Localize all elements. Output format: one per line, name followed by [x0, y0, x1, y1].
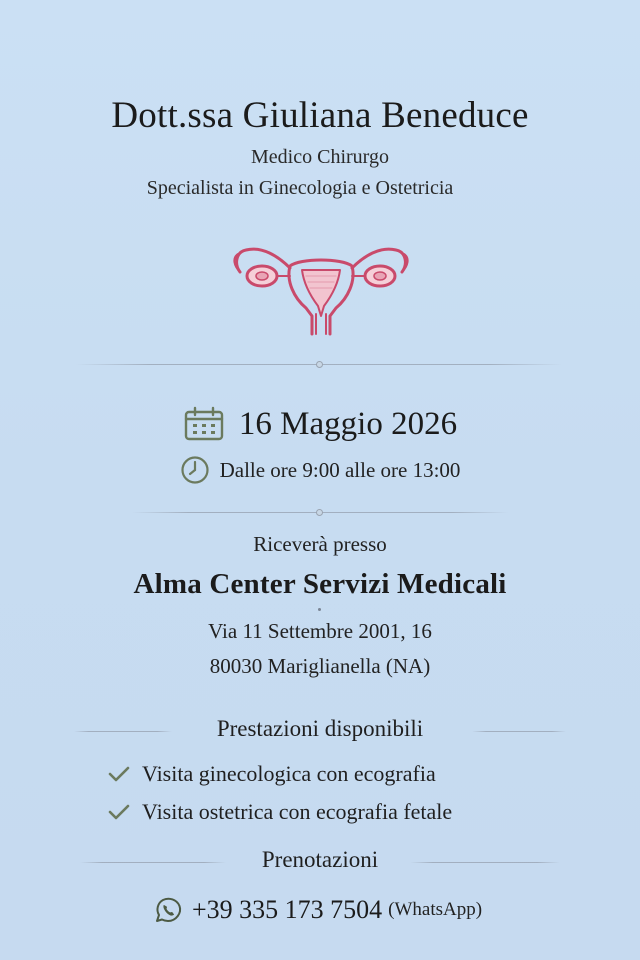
event-hours: Dalle ore 9:00 alle ore 13:00 — [219, 457, 461, 482]
phone-channel: (WhatsApp) — [388, 899, 483, 920]
doctor-name: Dott.ssa Giuliana Beneduce — [111, 95, 529, 136]
services-title: Prestazioni disponibili — [216, 716, 424, 741]
service-item — [108, 759, 588, 789]
event-time-row — [0, 454, 640, 486]
clock-icon — [180, 455, 210, 485]
booking-title: Prenotazioni — [261, 847, 379, 872]
booking-divider-right — [410, 862, 560, 863]
services-divider-right — [472, 731, 566, 732]
service-label: Visita ginecologica con ecografia — [142, 761, 436, 786]
doctor-role: Medico Chirurgo — [251, 146, 389, 168]
phone-row[interactable] — [0, 892, 640, 928]
clinic-name: Alma Center Servizi Medicali — [133, 568, 507, 600]
event-date-row — [0, 400, 640, 448]
address-line-2: 80030 Mariglianella (NA) — [209, 654, 431, 678]
checkmark-icon — [108, 765, 130, 783]
divider-ornament — [316, 361, 323, 368]
phone-number[interactable]: +39 335 173 7504 — [191, 895, 383, 924]
event-date: 16 Maggio 2026 — [238, 405, 458, 442]
decorative-dot — [318, 608, 321, 611]
calendar-icon — [183, 406, 225, 442]
divider-ornament — [316, 509, 323, 516]
service-label: Visita ostetrica con ecografia fetale — [142, 799, 453, 824]
location-label: Riceverà presso — [253, 532, 387, 556]
doctor-specialty: Specialista in Ginecologia e Ostetricia — [146, 177, 454, 199]
service-item — [108, 797, 588, 827]
whatsapp-icon — [152, 894, 184, 926]
address-line-1: Via 11 Settembre 2001, 16 — [208, 619, 432, 643]
uterus-icon — [230, 236, 412, 340]
checkmark-icon — [108, 803, 130, 821]
